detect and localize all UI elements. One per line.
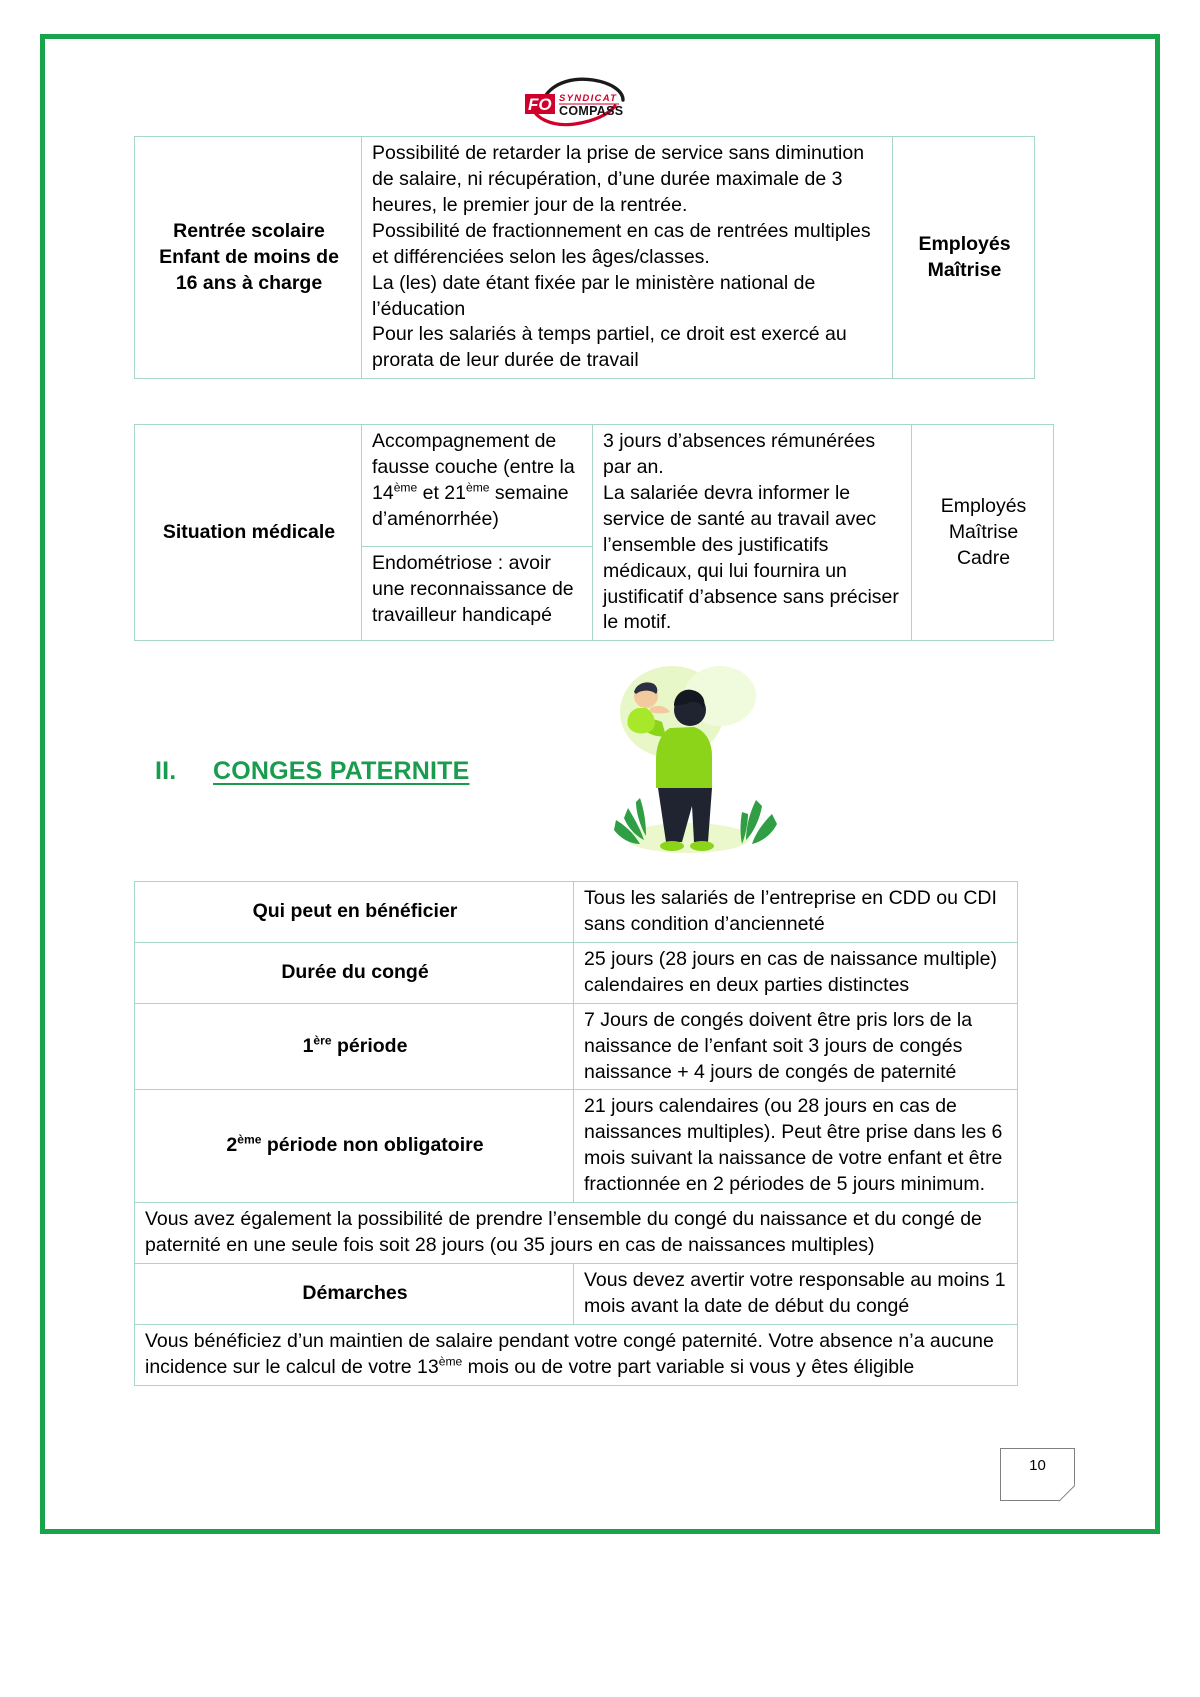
cell-duree-conge-label: Durée du congé [135, 942, 574, 1003]
cell-medicale-label: Situation médicale [135, 425, 362, 641]
section-heading-conges-paternite [155, 757, 675, 786]
medicale-case1-text-1: Accompagnement de fausse couche (entre la 14 [372, 430, 575, 504]
table-row [135, 1324, 1018, 1385]
cell-duree-conge-value: 25 jours (28 jours en cas de naissance multiple) calendaires en deux parties distinctes [574, 942, 1018, 1003]
cell-rentree-description [362, 137, 893, 379]
rentree-desc-paragraph-1: Possibilité de retarder la prise de service sans diminution de salaire, ni récupération, d’une durée maximale de 3 heures, le premier jour de la rentrée. [372, 142, 865, 216]
cell-medicale-beneficiaries [912, 425, 1054, 641]
cell-demarches-value: Vous devez avertir votre responsable au moins 1 mois avant la date de début du congé [574, 1263, 1018, 1324]
table-rentree-scolaire [134, 136, 1035, 379]
svg-text:SYNDICAT: SYNDICAT [559, 93, 618, 104]
rentree-desc-paragraph-4: Pour les salariés à temps partiel, ce droit est exercé au prorata de leur durée de travail [372, 323, 847, 372]
table-row [135, 137, 1035, 379]
cell-qui-peut-beneficier-label: Qui peut en bénéficier [135, 882, 574, 943]
cell-premiere-periode-label [135, 1003, 574, 1090]
medicale-detail-paragraph-1: 3 jours d’absences rémunérées par an. [603, 430, 876, 478]
deuxieme-periode-superscript: ème [237, 1132, 262, 1147]
cell-qui-peut-beneficier-value: Tous les salariés de l’entreprise en CDD ou CDI sans condition d’ancienneté [574, 882, 1018, 943]
table-row [135, 942, 1018, 1003]
cell-note-cumul-conges: Vous avez également la possibilité de prendre l’ensemble du congé du naissance et du congé de paternité en une seule fois soit 28 jours (ou 35 jours en cas de naissances multiples) [135, 1203, 1018, 1264]
rentree-desc-paragraph-3: La (les) date étant fixée par le ministère national de l’éducation [372, 271, 816, 320]
note-maintien-text-2: mois ou de votre part variable si vous y êtes éligible [462, 1355, 915, 1378]
table-row [135, 1203, 1018, 1264]
cell-note-maintien-salaire [135, 1324, 1018, 1385]
cell-medicale-case-2: Endométriose : avoir une reconnaissance de travailleur handicapé [362, 547, 593, 641]
cell-rentree-label [135, 137, 362, 379]
section-number: II. [155, 757, 177, 785]
medicale-beneficiary-3: Cadre [956, 546, 1011, 569]
medicale-beneficiary-2: Maîtrise [948, 520, 1019, 543]
table-row [135, 882, 1018, 943]
page-number: 10 [1029, 1457, 1046, 1474]
cell-deuxieme-periode-label [135, 1090, 574, 1203]
deuxieme-periode-prefix: 2 [226, 1134, 238, 1157]
cell-medicale-case-1 [362, 425, 593, 547]
deuxieme-periode-suffix: période non obligatoire [261, 1134, 484, 1157]
svg-text:FO: FO [528, 95, 552, 114]
rentree-label-line-2: Enfant de moins de [159, 245, 339, 268]
cell-premiere-periode-value: 7 Jours de congés doivent être pris lors de la naissance de l’enfant soit 3 jours de congés naissance + 4 jours de congés de paternité [574, 1003, 1018, 1090]
rentree-label-line-1: Rentrée scolaire [173, 219, 325, 242]
medicale-case1-text-3: semaine d’aménorrhée) [372, 481, 569, 530]
cell-deuxieme-periode-value: 21 jours calendaires (ou 28 jours en cas de naissances multiples). Peut être prise dans les 6 mois suivant la naissance de votre enfant et être fractionnée en 2 périodes de 5 jours minimum. [574, 1090, 1018, 1203]
medicale-case1-superscript-2: ème [466, 480, 490, 495]
table-row [135, 1090, 1018, 1203]
premiere-periode-superscript: ère [313, 1033, 332, 1048]
table-row [135, 1263, 1018, 1324]
medicale-beneficiary-1: Employés [940, 494, 1027, 517]
premiere-periode-prefix: 1 [302, 1034, 314, 1057]
table-conge-paternite [134, 881, 1018, 1386]
fo-syndicat-compass-logo [497, 72, 627, 128]
medicale-detail-paragraph-2: La salariée devra informer le service de santé au travail avec l’ensemble des justificatifs médicaux, qui lui fournira un justificatif d’absence sans préciser le motif. [603, 481, 899, 634]
rentree-beneficiary-2: Maîtrise [927, 258, 1002, 281]
table-situation-medicale [134, 424, 1054, 641]
rentree-desc-paragraph-2: Possibilité de fractionnement en cas de rentrées multiples et différenciées selon les âges/classes. [372, 219, 871, 268]
cell-medicale-detail [593, 425, 912, 641]
note-maintien-text-1: Vous bénéficiez d’un maintien de salaire pendant votre congé paternité. Votre absence n’a aucune incidence sur le calcul de votre 13 [145, 1329, 994, 1378]
page-number-box [1000, 1448, 1075, 1501]
svg-text:COMPASS: COMPASS [559, 104, 624, 118]
cell-demarches-label: Démarches [135, 1263, 574, 1324]
table-row [135, 425, 1054, 547]
note-maintien-superscript: ème [438, 1354, 463, 1369]
rentree-label-line-3: 16 ans à charge [175, 271, 323, 294]
medicale-case1-text-2: et 21 [417, 481, 466, 504]
medicale-case1-superscript-1: ème [393, 480, 418, 495]
section-title: CONGES PATERNITE [213, 757, 470, 785]
rentree-beneficiary-1: Employés [918, 232, 1011, 255]
cell-rentree-beneficiaries [893, 137, 1035, 379]
premiere-periode-suffix: période [331, 1034, 408, 1057]
table-row [135, 1003, 1018, 1090]
